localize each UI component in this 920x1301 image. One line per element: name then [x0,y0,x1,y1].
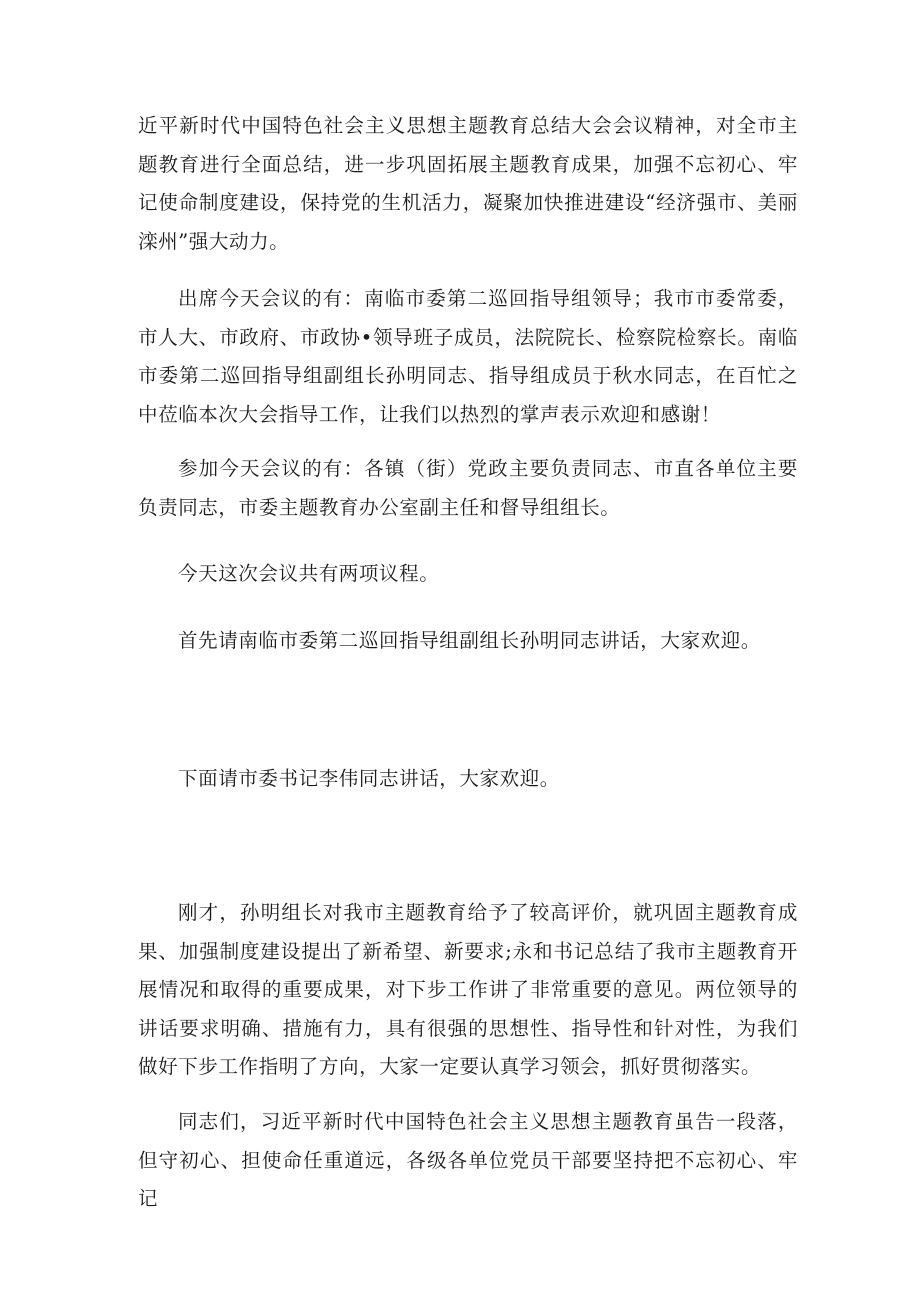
paragraph-summary-continuation: 近平新时代中国特色社会主义思想主题教育总结大会会议精神，对全市主题教育进行全面总结，进一步巩固拓展主题教育成果，加强不忘初心、牢记使命制度建设，保持党的生机活力，凝聚加快推进建设“经济强市、美丽滦州”强大动力。 [138,114,798,253]
paragraph-first-speaker: 首先请南临市委第二巡回指导组副组长孙明同志讲话，大家欢迎。 [178,629,761,652]
paragraph-attendees-leaders: 出席今天会议的有：南临市委第二巡回指导组领导；我市市委常委，市人大、市政府、市政协•领导班子成员，法院院长、检察院检察长。南临市委第二巡回指导组副组长孙明同志、指导组成员于秋水同志，在百忙之中莅临本次大会指导工作，让我们以热烈的掌声表示欢迎和感谢！ [138,287,798,426]
paragraph-closing-start: 同志们，习近平新时代中国特色社会主义思想主题教育虽告一段落，但守初心、担使命任重道远，各级各单位党员干部要坚持把不忘初心、牢记 [138,1110,798,1210]
paragraph-agenda: 今天这次会议共有两项议程。 [178,562,440,585]
paragraph-attendees-participants: 参加今天会议的有：各镇（街）党政主要负责同志、市直各单位主要负责同志，市委主题教育办公室副主任和督导组组长。 [138,457,798,519]
paragraph-second-speaker: 下面请市委书记李伟同志讲话，大家欢迎。 [178,767,560,790]
paragraph-review: 刚才，孙明组长对我市主题教育给予了较高评价，就巩固主题教育成果、加强制度建设提出了新希望、新要求;永和书记总结了我市主题教育开展情况和取得的重要成果，对下步工作讲了非常重要的意见。两位领导的讲话要求明确、措施有力，具有很强的思想性、指导性和针对性，为我们做好下步工作指明了方向，大家一定要认真学习领会，抓好贯彻落实。 [138,901,798,1078]
